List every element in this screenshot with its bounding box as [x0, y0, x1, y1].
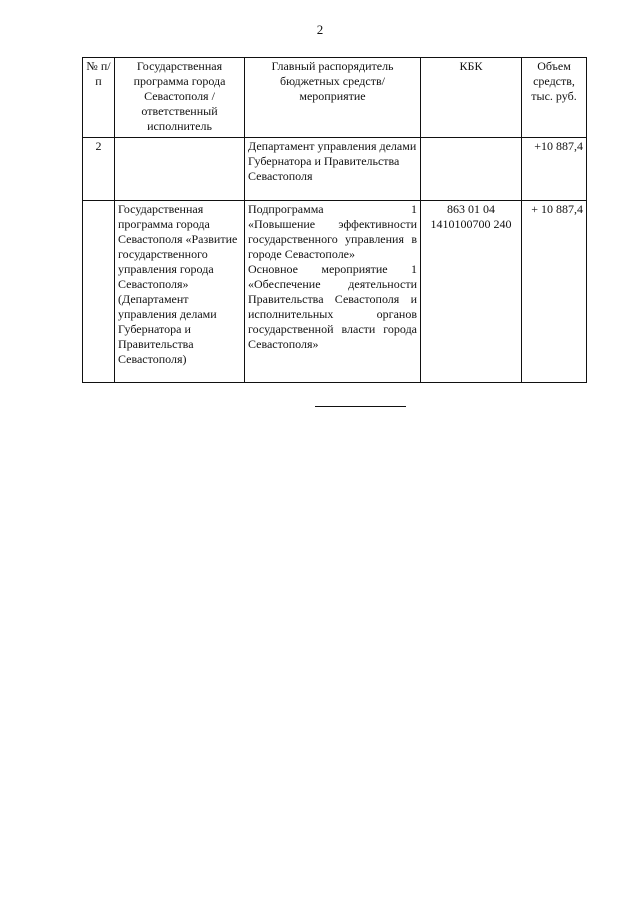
kbk-code-line2: 1410100700 240	[430, 217, 512, 231]
subprogram-title: Подпрограмма 1	[248, 202, 417, 216]
budget-table	[82, 57, 587, 383]
row-number-cell	[83, 201, 115, 383]
page-number: 2	[316, 22, 324, 37]
closing-rule	[315, 406, 406, 407]
table-header-row	[83, 58, 587, 138]
header-number: № п/п	[83, 58, 115, 138]
manager-cell: Департамент управления делами Губернатора и Правительства Севастополя	[245, 138, 421, 201]
event-name: «Обеспечение деятельности Правительства Севастополя и исполнительных органов государственной власти города Севастополя»	[248, 277, 417, 351]
amount-cell: + 10 887,4	[522, 201, 587, 383]
subprogram-name: «Повышение эффективности государственного управления в городе Севастополе»	[248, 217, 417, 261]
program-cell: Государственная программа города Севастополя «Развитие государственного управления города Севастополя» (Департамент управления делами Губернатора и Правительства Севастополя)	[115, 201, 245, 383]
program-cell	[115, 138, 245, 201]
header-program: Государственная программа города Севастополя / ответственный исполнитель	[115, 58, 245, 138]
kbk-cell	[421, 138, 522, 201]
table-row	[83, 201, 587, 383]
event-title: Основное мероприятие 1	[248, 262, 417, 276]
header-manager: Главный распорядитель бюджетных средств/мероприятие	[245, 58, 421, 138]
kbk-cell	[421, 201, 522, 383]
manager-cell	[245, 201, 421, 383]
kbk-code-line1: 863 01 04	[447, 202, 495, 216]
header-volume: Объем средств, тыс. руб.	[522, 58, 587, 138]
table-row	[83, 138, 587, 201]
row-number-cell: 2	[83, 138, 115, 201]
amount-cell: +10 887,4	[522, 138, 587, 201]
header-kbk: КБК	[421, 58, 522, 138]
